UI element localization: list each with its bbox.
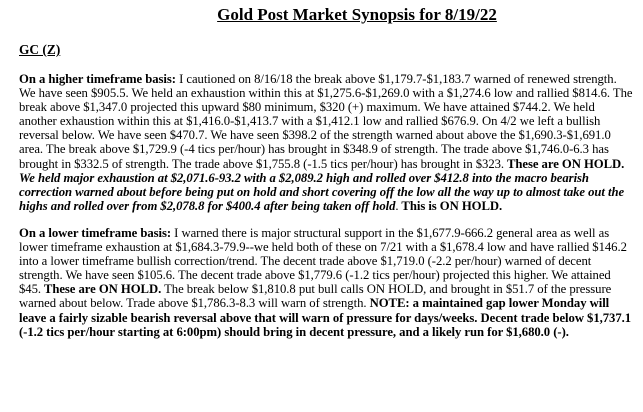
lower-timeframe-paragraph xyxy=(19,226,635,339)
higher-timeframe-paragraph xyxy=(19,72,635,213)
lower-timeframe-text: I warned there is major structural support in the $1,677.9-666.2 general area as well as lower timeframe exhaustion at $1,684.3-79.9--we held both of these on 7/21 with a $1,678.4 low and have rallied $146.2 into a lower timeframe bullish correction/trend. The decent trade above $1,719.0 (-2.2 per/hour) warned of decent strength. We have seen $105.6. The decent trade above $1,779.6 (-1.2 tics per/hour) projected this higher. We attained $45. xyxy=(19,225,627,297)
higher-period: . xyxy=(395,198,399,213)
contract-symbol: GC (Z) xyxy=(19,42,61,57)
higher-on-hold-note: These are ON HOLD. xyxy=(504,156,625,171)
lower-timeframe-heading: On a lower timeframe basis: xyxy=(19,225,172,240)
higher-timeframe-heading: On a higher timeframe basis: xyxy=(19,72,176,86)
higher-on-hold-note-2: This is ON HOLD. xyxy=(398,198,503,213)
page-title: Gold Post Market Synopsis for 8/19/22 xyxy=(217,5,497,24)
major-exhaustion-note: We held major exhaustion at $2,071.6-93.2 with a $2,089.2 high and rolled over $412.8 into the macro bearish correction warned about before being put on hold and short covering off the low all the way up to almost take out the highs and rolled over from $2,078.8 for $400.4 after being taken off hold xyxy=(19,170,625,213)
higher-timeframe-text: I cautioned on 8/16/18 the break above $1,179.7-$1,183.7 warned of renewed strength. We have seen $905.5. We held an exhaustion within this at $1,275.6-$1,269.0 with a $1,274.6 low and rallied $814.6. The break above $1,347.0 projected this upward $80 minimum, $320 (+) maximum. We have attained $744.2. We held another exhaustion within this at $1,416.0-$1,413.7 with a $1,412.1 low and rallied $676.9. On 4/2 we left a bullish reversal below. We have seen $470.7. We have seen $398.2 of the strength warned about above the $1,690.3-$1,691.0 area. The break above $1,729.9 (-4 tics per/hour) has brought in $348.9 of strength. The trade above $1,746.0-6.3 has brought in $332.5 of strength. The trade above $1,755.8 (-1.5 tics per/hour) has brought in $323. xyxy=(19,72,633,171)
gap-note: NOTE: a maintained gap lower Monday will leave a fairly sizable bearish reversal above that will warn of pressure for days/weeks. Decent trade below $1,737.1 (-1.2 tics per/hour starting at 6:00pm) should bring in decent pressure, and a likely run for $1,680.0 (-). xyxy=(19,296,632,339)
lower-timeframe-text-2: The break below $1,810.8 put bull calls ON HOLD, and brought in $51.7 of the pressure warned about below. Trade above $1,786.3-8.3 will warn of strength. xyxy=(19,282,612,311)
lower-on-hold-note: These are ON HOLD. xyxy=(41,282,162,297)
